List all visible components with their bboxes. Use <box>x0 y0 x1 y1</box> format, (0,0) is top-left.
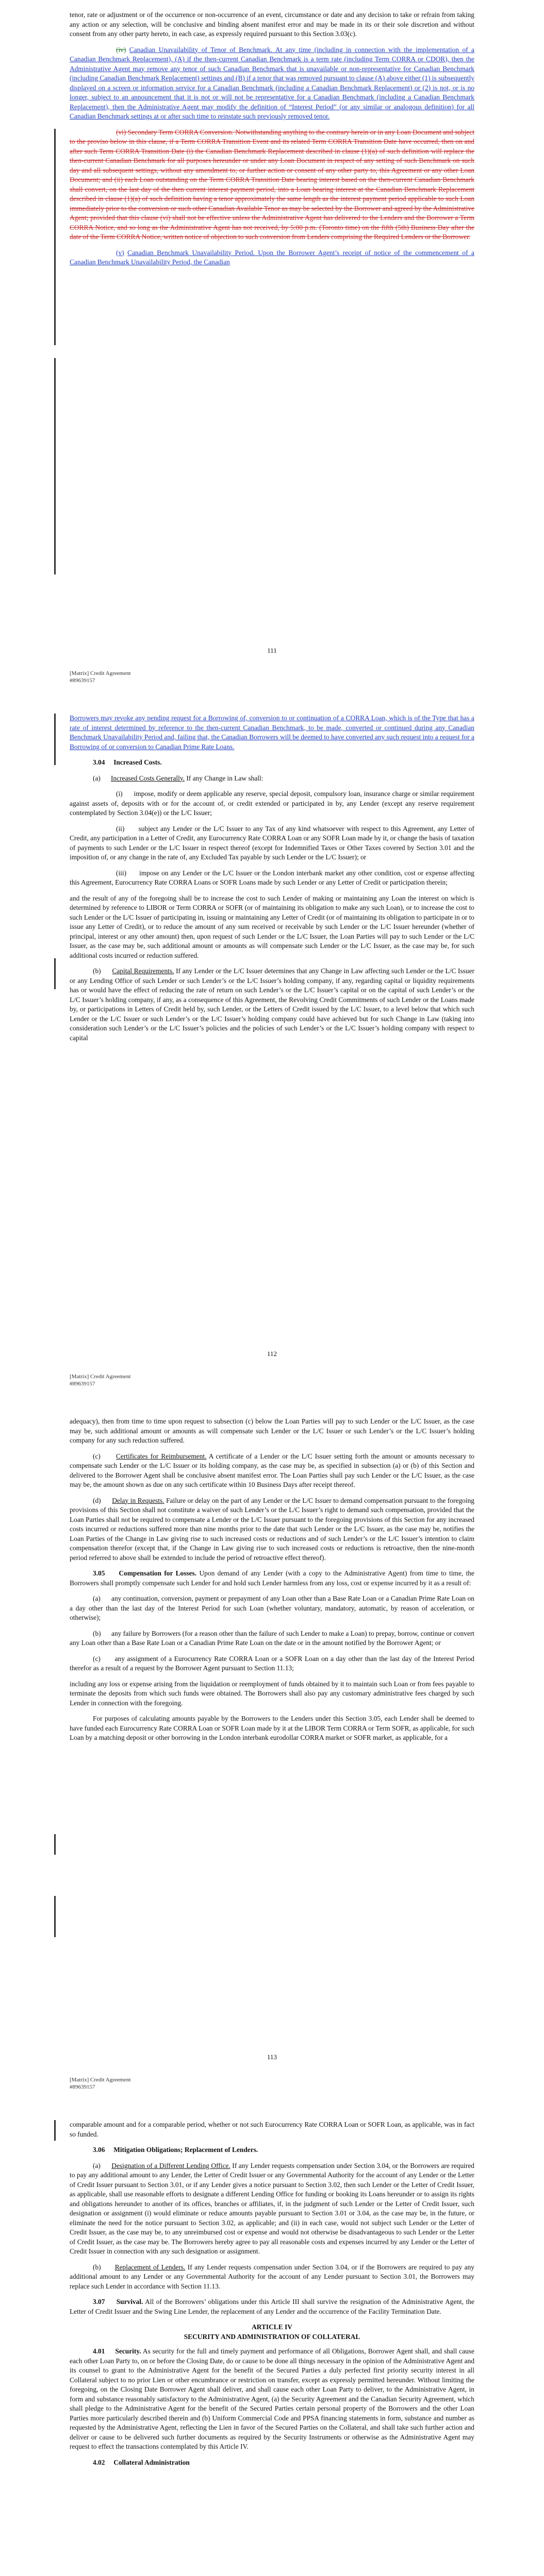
section-number: 3.06 <box>93 2146 105 2154</box>
clause-title: Increased Costs Generally. <box>110 774 185 782</box>
page-number: 112 <box>267 1350 277 1358</box>
footer-docid: #89639157 <box>70 2084 95 2090</box>
section-number: 4.02 <box>93 2458 105 2466</box>
clause-text: any failure by Borrowers (for a reason other than the failure of such Lender to make a Loan) to prepay, borrow, continue or convert any Loan other than a Base Rate Loan or a Canadian Prime Rate Loan on the date or in the amount notified by the Borrower Agent; or <box>70 1629 474 1647</box>
clause-title: Designation of a Different Lending Office. <box>111 2161 230 2170</box>
paragraph-continuation: comparable amount and for a comparable period, whether or not such Eurocurrency Rate CORRA Loan or SOFR Loan, as applicable, was in fact so funded. <box>70 2121 474 2138</box>
article-title: SECURITY AND ADMINISTRATION OF COLLATERAL <box>184 2332 360 2341</box>
page-number: 113 <box>267 2053 277 2061</box>
footer-title: [Matrix] Credit Agreement <box>70 670 131 676</box>
clause-text: Failure or delay on the part of any Lender or the L/C Issuer to demand compensation pursuant to the foregoing provisions of this Section shall not constitute a waiver of such Lender’s or the L/C Issuer’s right to demand such compensation, provided that the Loan Parties shall not be required to compensate a Lender or the L/C Issuer pursuant to the foregoing provisions of this Section for any increased costs incurred or reductions suffered more than nine months prior to the date that such Lender or the L/C Issuer, as the case may be, notifies the Loan Parties of the Change in Law giving rise to such increased costs or reductions and of such Lender’s or the L/C Issuer’s intention to claim compensation therefor (except that, if the Change in Law giving rise to such increased costs or reductions is retroactive, then the nine-month period referred to above shall be extended to include the period of retroactive effect thereof). <box>70 1496 474 1562</box>
change-bar <box>54 129 56 345</box>
paragraph-calculation: For purposes of calculating amounts payable by the Borrowers to the Lenders under this Section 3.05, each Lender shall be deemed to have funded each Eurocurrency Rate CORRA Loan or SOFR Loan made by it at the LIBOR Term CORRA or Term SOFR, as applicable, for such Loan by a matching deposit or other borrowing in the London interbank eurodollar CORRA market or SOFR market, as applicable, for a <box>70 1715 474 1741</box>
clause-label: (b) <box>93 967 101 975</box>
section-3-06 <box>70 2145 474 2155</box>
section-title: Survival. <box>116 2298 143 2306</box>
paragraph-b <box>70 967 474 1043</box>
footer <box>70 1373 131 1387</box>
paragraph-continuation: tenor, rate or adjustment or of the occurrence or non-occurrence of an event, circumstance or date and any decision to take or refrain from taking any action or any selection, will be conclusive and binding absent manifest error and may be made in its or their sole discretion and without consent from any other party hereto, in each case, as expressly required pursuant to this Section 3.03(c). <box>70 11 474 38</box>
clause-text: Canadian Unavailability of Tenor of Benchmark. At any time (including in connection with the implementation of a Canadian Benchmark Replacement), (A) if the then-current Canadian Benchmark is a term rate (including Term CORRA or CDOR), then the Administrative Agent may remove any tenor of such Canadian Benchmark that is unavailable or non-representative for Canadian Benchmark (including Canadian Benchmark Replacement) settings and (B) if a tenor that was removed pursuant to clause (A) above either (1) is subsequently displayed on a screen or information service for a Canadian Benchmark (including a Canadian Benchmark Replacement) or (2) is not, or is no longer, subject to an announcement that it is not or will not be representative for a Canadian Benchmark (including a Canadian Benchmark Replacement), then the Administrative Agent may modify the definition of “Interest Period” (or any similar or analogous definition) for all Canadian Benchmark settings at or after such time to reinstate such previously removed tenor. <box>70 45 474 120</box>
paragraph-a <box>70 1594 474 1623</box>
clause-label: (a) <box>93 774 101 782</box>
article-number: ARTICLE IV <box>252 2323 292 2331</box>
section-number: 3.05 <box>93 1569 105 1577</box>
page-113 <box>0 1406 544 2110</box>
change-bar <box>54 2120 56 2141</box>
section-number: 3.07 <box>93 2298 105 2306</box>
section-text: As security for the full and timely payment and performance of all Obligations, Borrower Agent shall, and shall cause each other Loan Party to, on or before the Closing Date, do or cause to be done all things necessary in the opinion of the Administrative Agent and its counsel to grant to the Administrative Agent for the benefit of the Secured Parties a duly perfected first priority security interest in all Collateral subject to no prior Lien or other encumbrance or restriction on transfer, except as expressly permitted hereunder. Without limiting the foregoing, on the Closing Date Borrower Agent shall deliver, and shall cause each other Loan Party to deliver, to the Administrative Agent, in form and substance reasonably satisfactory to the Administrative Agent, (a) the Security Agreement and the Canadian Security Agreement, which shall pledge to the Administrative Agent for the benefit of the Secured Parties certain personal property of the Borrowers and the other Loan Parties more particularly described therein and (b) Uniform Commercial Code and PPSA financing statements in form, substance and number as requested by the Administrative Agent, reflecting the Lien in favor of the Secured Parties on the Collateral, and shall take such further action and deliver or cause to be delivered such further documents as required by the Security Instruments or otherwise as the Administrative Agent may request to effect the transactions contemplated by this Article IV. <box>70 2347 475 2450</box>
page-112 <box>0 703 544 1406</box>
change-bar <box>54 958 56 989</box>
footer-docid: #89639157 <box>70 1381 95 1387</box>
clause-label: (iii) <box>116 869 127 877</box>
paragraph-continuation: Borrowers may revoke any pending request for a Borrowing of, conversion to or continuation of a CORRA Loan, which is of the Type that has a rate of interest determined by reference to the then-current Canadian Benchmark, to be made, converted or continued during any Canadian Benchmark Unavailability Period and, failing that, the Canadian Borrowers will be deemed to have converted any such request into a request for a Borrowing of or conversion to Canadian Prime Rate Loans. <box>70 714 474 751</box>
footer-docid: #89639157 <box>70 677 95 684</box>
footer <box>70 670 131 684</box>
section-4-02 <box>70 2458 474 2468</box>
clause-title: Delay in Requests. <box>112 1496 164 1504</box>
paragraph-b <box>70 2263 474 2292</box>
paragraph-iii <box>70 869 474 888</box>
section-number: 4.01 <box>93 2347 105 2355</box>
page-112-body <box>70 714 474 1049</box>
clause-label: (v) <box>116 248 124 257</box>
change-bar <box>54 1834 56 1855</box>
paragraph-including: including any loss or expense arising from the liquidation or reemployment of funds obtained by it to maintain such Loan or from fees payable to terminate the deposits from which such funds were obtained. The Borrowers shall also pay any customary administrative fees charged by such Lender in connection with the foregoing. <box>70 1680 474 1707</box>
clause-text: impose on any Lender or the L/C Issuer or the London interbank market any other condition, cost or expense affecting this Agreement, Eurocurrency Rate CORRA Loans or SOFR Loans made by such Lender or any Letter of Credit or participation therein; <box>70 869 474 886</box>
clause-text: any continuation, conversion, payment or prepayment of any Loan other than a Base Rate Loan or a Canadian Prime Rate Loan on a day other than the last day of the Interest Period for such Loan (whether voluntary, mandatory, automatic, by reason of acceleration, or otherwise); <box>70 1595 474 1621</box>
page-111-body <box>70 10 474 274</box>
section-3-05 <box>70 1569 474 1588</box>
clause-label: (a) <box>93 2161 101 2170</box>
clause-label: (b) <box>93 1629 101 1637</box>
page-number: 111 <box>267 647 277 654</box>
footer-title: [Matrix] Credit Agreement <box>70 1374 131 1380</box>
clause-text: subject any Lender or the L/C Issuer to any Tax of any kind whatsoever with respect to this Agreement, any Letter of Credit, any participation in a Letter of Credit, any Eurocurrency Rate CORRA Loan or any SOFR Loan made by it, or change the basis of taxation of payments to such Lender or the L/C Issuer in respect thereof (except for Indemnified Taxes or Other Taxes covered by Section 3.01 and the imposition of, or any change in the rate of, any Excluded Tax payable by such Lender or the L/C Issuer); or <box>70 824 474 861</box>
clause-label: (d) <box>93 1496 101 1504</box>
section-text: All of the Borrowers’ obligations under this Article III shall survive the resignation of the Administrative Agent, the Letter of Credit Issuer and the Swing Line Lender, the replacement of any Lender and the occurrence of the Facility Termination Date. <box>70 2298 474 2315</box>
paragraph-i <box>70 789 474 818</box>
clause-title: Replacement of Lenders. <box>114 2263 186 2271</box>
clause-label: (iv) <box>116 45 126 54</box>
section-4-01 <box>70 2347 474 2452</box>
section-title: Increased Costs. <box>113 758 162 766</box>
clause-label: (c) <box>93 1654 101 1663</box>
clause-title: Capital Requirements. <box>112 967 174 975</box>
paragraph-ii <box>70 824 474 862</box>
paragraph-deleted-term-corra: (vi) Secondary Term CORRA Conversion. Notwithstanding anything to the contrary herein or in any Loan Document and subject to the proviso below in this clause, if a Term CORRA Transition Event and its related Term CORRA Transition Date have occurred, then on and after such Term CORRA Transition Date (i) the Canadian Benchmark Replacement described in clause (1)(a) of such definition will replace the then-current Canadian Benchmark for all purposes hereunder or under any Loan Document in respect of any setting of such Benchmark on such day and all subsequent settings, without any amendment to, or further action or consent of any other party to, this Agreement or any other Loan Document; and (ii) each Loan outstanding on the Term CORRA Transition Date bearing interest based on the then-current Canadian Benchmark shall convert, on the last day of the then current interest payment period, into a Loan bearing interest at the Canadian Benchmark Replacement described in clause (1)(a) of such definition having a tenor approximately the same length as the interest payment period applicable to such Loan immediately prior to the conversion or such other Canadian Available Tenor as may be selected by the Borrower and agreed by the Administrative Agent; provided that this clause (vi) shall not be effective unless the Administrative Agent has delivered to the Lenders and the Borrower a Term CORRA Notice, and so long as the Administrative Agent has not received, by 5:00 p.m. (Toronto time) on the fifth (5th) Business Day after the date of the Term CORRA Notice, written notice of objection to such conversion from Lenders comprising the Required Lenders or the Borrower. <box>70 128 474 241</box>
paragraph-unavailability-period <box>70 248 474 267</box>
section-title: Mitigation Obligations; Replacement of Lenders. <box>113 2146 258 2154</box>
section-heading <box>70 758 474 768</box>
change-bar <box>54 358 56 574</box>
section-title: Security. <box>115 2347 141 2355</box>
clause-label: (a) <box>93 1595 101 1602</box>
section-title: Collateral Administration <box>113 2458 190 2466</box>
section-number: 3.04 <box>93 758 105 766</box>
section-text: Upon demand of any Lender (with a copy to the Administrative Agent) from time to time, the Borrowers shall promptly compensate such Lender for and hold such Lender harmless from any loss, cost or expense incurred by it as a result of: <box>70 1569 474 1587</box>
paragraph-a <box>70 2161 474 2257</box>
paragraph-result: and the result of any of the foregoing shall be to increase the cost to such Lender of making or maintaining any Loan the interest on which is determined by reference to LIBOR or Term CORRA or SOFR (or of maintaining its obligation to make any such Loan), or to increase the cost to such Lender or the L/C Issuer of participating in, issuing or maintaining any Letter of Credit (or of maintaining its obligation to participate in or to issue any Letter of Credit), or to reduce the amount of any sum received or receivable by such Lender or the L/C Issuer hereunder (whether of principal, interest or any other amount) then, upon request of such Lender or the L/C Issuer, the Loan Parties will pay to such Lender or the L/C Issuer, as the case may be, such additional amount or amounts as will compensate such Lender or the L/C Issuer, as the case may be, for such additional costs incurred or reduction suffered. <box>70 894 474 959</box>
page-114 <box>0 2110 544 2576</box>
clause-text: any assignment of a Eurocurrency Rate CORRA Loan or a SOFR Loan on a day other than the last day of the Interest Period therefor as a result of a request by the Borrower Agent pursuant to Section 11.13; <box>70 1654 474 1672</box>
clause-label: (ii) <box>116 824 125 833</box>
page-114-body <box>70 2120 474 2473</box>
section-title: Compensation for Losses. <box>119 1569 197 1577</box>
footer-title: [Matrix] Credit Agreement <box>70 2077 131 2083</box>
clause-label: (b) <box>93 2263 101 2271</box>
change-bar <box>54 1896 56 1937</box>
section-3-07 <box>70 2297 474 2316</box>
clause-text: If any Lender requests compensation under Section 3.04, or the Borrowers are required to pay any additional amount to any Lender, the Letter of Credit Issuer or any Governmental Authority for the account of any Lender or the Letter of Credit Issuer pursuant to Section 3.01, or if any Lender gives a notice pursuant to Section 3.02, then such Lender or the Letter of Credit Issuer, as applicable, shall use reasonable efforts to designate a different Lending Office for funding or booking its Loans hereunder or to assign its rights and obligations hereunder to another of its offices, branches or affiliates, if, in the judgment of such Lender or the Letter of Credit Issuer, such designation or assignment (i) would eliminate or reduce amounts payable pursuant to Section 3.01 or 3.04, as the case may be, in the future, or eliminate the need for the notice pursuant to Section 3.02, as applicable; and (ii) in each case, would not subject such Lender or the Letter of Credit Issuer, as the case may be, to any unreimbursed cost or expense and would not otherwise be disadvantageous to such Lender or the Letter of Credit Issuer, as the case may be. The Borrowers hereby agree to pay all reasonable costs and expenses incurred by any Lender or the Letter of Credit Issuer in connection with any such designation or assignment. <box>70 2161 474 2255</box>
paragraph-continuation: adequacy), then from time to time upon request to subsection (c) below the Loan Parties will pay to such Lender or the L/C Issuer, as the case may be, such additional amount or amounts as will compensate such Lender or the L/C Issuer or such Lender’s or the L/C Issuer’s holding company for any such reduction suffered. <box>70 1417 474 1444</box>
page-113-body <box>70 1417 474 1749</box>
footer <box>70 2076 131 2091</box>
paragraph-d <box>70 1496 474 1563</box>
clause-label: (i) <box>116 790 123 798</box>
clause-text: Canadian Benchmark Unavailability Period. Upon the Borrower Agent’s receipt of notice of the commencement of a Canadian Benchmark Unavailability Period, the Canadian <box>70 248 474 266</box>
clause-label: (c) <box>93 1452 101 1460</box>
paragraph-c <box>70 1452 474 1490</box>
clause-text: If any Lender or the L/C Issuer determines that any Change in Law affecting such Lender or the L/C Issuer or any Lending Office of such Lender or such Lender’s or the L/C Issuer’s holding company, if any, regarding capital or liquidity requirements has or would have the effect of reducing the rate of return on such Lender’s or the L/C Issuer’s capital or on the capital of such Lender’s or the L/C Issuer’s holding company, if any, as a consequence of this Agreement, the Revolving Credit Commitments of such Lender or the Loans made by, or participations in Letters of Credit held by, such Lender, or the Letters of Credit issued by the L/C Issuer, to a level below that which such Lender or the L/C Issuer or such Lender’s or the L/C Issuer’s holding company could have achieved but for such Change in Law (taking into consideration such Lender’s or the L/C Issuer’s policies and the policies of such Lender’s or the L/C Issuer’s holding company with respect to capital <box>70 967 474 1042</box>
clause-text: A certificate of a Lender or the L/C Issuer setting forth the amount or amounts necessary to compensate such Lender or the L/C Issuer or its holding company, as the case may be, as specified in subsection (a) or (b) of this Section and delivered to the Borrower Agent shall be conclusive absent manifest error. The Loan Parties shall pay such Lender or the L/C Issuer, as the case may be, the amount shown as due on any such certificate within 10 Business Days after receipt thereof. <box>70 1452 474 1488</box>
paragraph-a <box>70 774 474 784</box>
page-111 <box>0 0 544 703</box>
clause-text: If any Change in Law shall: <box>185 774 263 782</box>
paragraph-b <box>70 1629 474 1648</box>
article-heading <box>70 2323 474 2342</box>
clause-text: impose, modify or deem applicable any reserve, special deposit, compulsory loan, insurance charge or similar requirement against assets of, deposits with or for the account of, or credit extended or participated in by, any Lender (except any reserve requirement contemplated by Section 3.04(e)) or the L/C Issuer; <box>70 790 474 817</box>
change-bar <box>54 714 56 765</box>
paragraph-c2 <box>70 1654 474 1673</box>
clause-text: If any Lender requests compensation under Section 3.04, or if the Borrowers are required to pay any additional amount to any Lender or any Governmental Authority for the account of any Lender pursuant to Section 3.01, the Borrowers may replace such Lender in accordance with Section 11.13. <box>70 2263 474 2290</box>
paragraph-canadian-tenor <box>70 45 474 122</box>
clause-title: Certificates for Reimbursement. <box>116 1452 207 1460</box>
